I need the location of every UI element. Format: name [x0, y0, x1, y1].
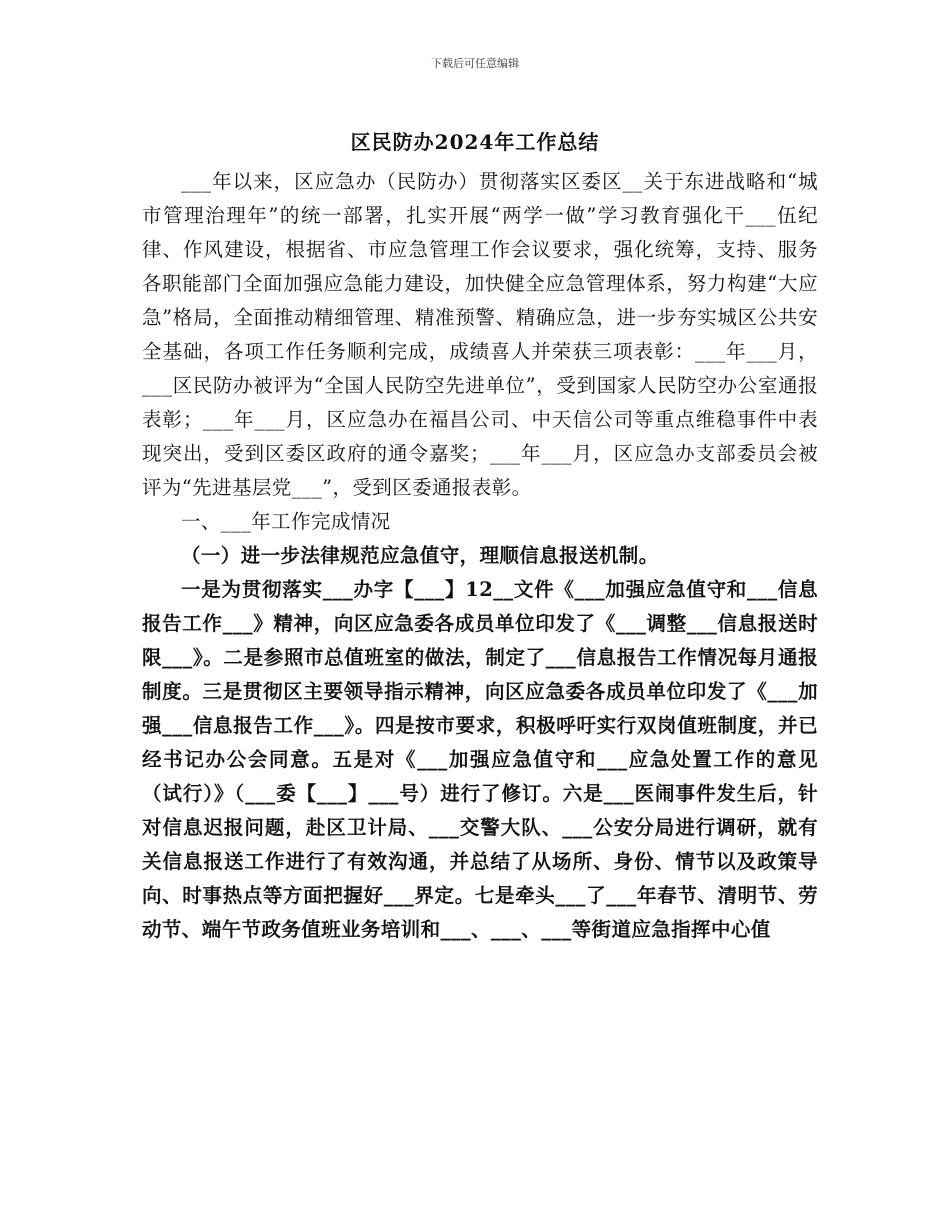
document-body: [142, 165, 818, 947]
document-title: 区民防办2024年工作总结: [350, 130, 600, 154]
section-heading: 一、___年工作完成情况: [181, 510, 391, 533]
subsection-heading: （一）进一步法律规范应急值守，理顺信息报送机制。: [181, 544, 659, 567]
body-paragraph: 一是为贯彻落实___办字【___】12__文件《___加强应急值守和___信息报告工作___》精神，向区应急委各成员单位印发了《___调整___信息报送时限___》。二是参照市总值班室的做法，制定了___信息报告工作情况每月通报制度。三是贯彻区主要领导指示精神，向区应急委各成员单位印发了《___加强___信息报告工作___》。四是按市要求，积极呼吁实行双岗值班制度，并已经书记办公会同意。五是对《___加强应急值守和___应急处置工作的意见（试行）》（___委【___】___号）进行了修订。六是___医闹事件发生后，针对信息迟报问题，赴区卫计局、___交警大队、___公安分局进行调研，就有关信息报送工作进行了有效沟通，并总结了从场所、身份、情节以及政策导向、时事热点等方面把握好___界定。七是牵头___了___年春节、清明节、劳动节、端午节政务值班业务培训和___、___、___等街道应急指挥中心值: [142, 578, 818, 941]
intro-paragraph: ___年以来，区应急办（民防办）贯彻落实区委区__关于东进战略和“城市管理治理年”的统一部署，扎实开展“两学一做”学习教育强化干___伍纪律、作风建设，根据省、市应急管理工作会议要求，强化统筹，支持、服务各职能部门全面加强应急能力建设，加快健全应急管理体系，努力构建“大应急”格局，全面推动精细管理、精准预警、精确应急，进一步夯实城区公共安全基础，各项工作任务顺利完成，成绩喜人并荣获三项表彰：___年___月，___区民防办被评为“全国人民防空先进单位”，受到国家人民防空办公室通报表彰；___年___月，区应急办在福昌公司、中天信公司等重点维稳事件中表现突出，受到区委区政府的通令嘉奖；___年___月，区应急办支部委员会被评为“先进基层党___”，受到区委通报表彰。: [142, 170, 818, 499]
header-note: 下载后可任意编辑: [431, 57, 519, 70]
